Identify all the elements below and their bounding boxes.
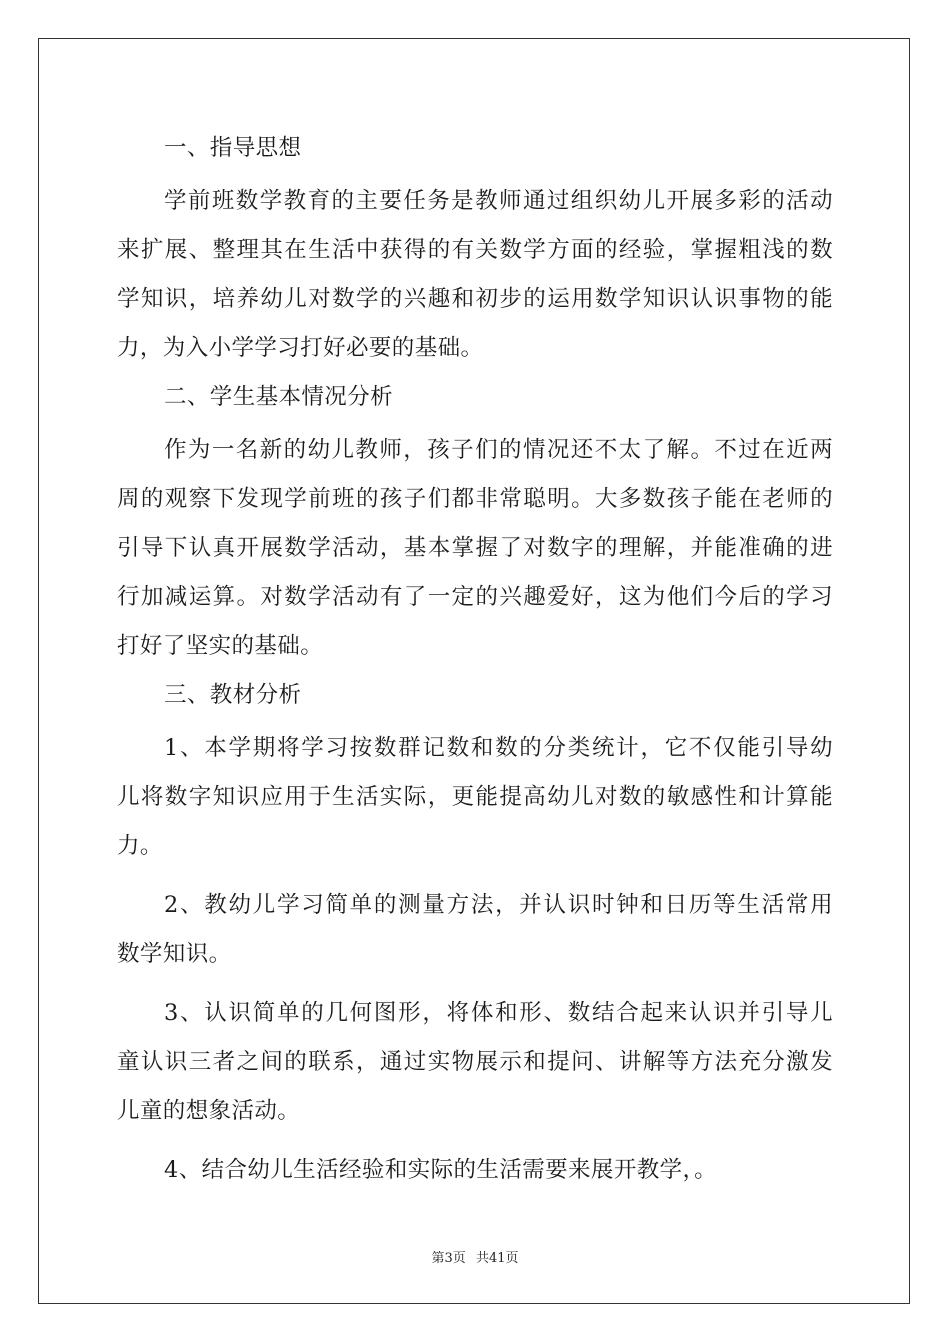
section-heading: 一、指导思想 bbox=[164, 135, 302, 161]
paragraph bbox=[117, 881, 833, 979]
paragraph-line: 4、结合幼儿生活经验和实际的生活需要来展开教学，。 bbox=[164, 1157, 718, 1183]
paragraph-line: 数学知识。 bbox=[117, 941, 232, 967]
paragraph bbox=[117, 724, 833, 871]
paragraph-line: 来扩展、整理其在生活中获得的有关数学方面的经验，掌握粗浅的数 bbox=[117, 237, 833, 263]
paragraph-line: 力，为入小学学习打好必要的基础。 bbox=[117, 335, 484, 361]
section-heading: 三、教材分析 bbox=[164, 682, 302, 708]
paragraph-line: 儿童的想象活动。 bbox=[117, 1098, 301, 1124]
section-heading: 二、学生基本情况分析 bbox=[164, 384, 394, 410]
paragraph-line: 童认识三者之间的联系，通过实物展示和提问、讲解等方法充分激发 bbox=[117, 1049, 833, 1075]
document-body bbox=[117, 124, 833, 1195]
paragraph-line: 行加减运算。对数学活动有了一定的兴趣爱好，这为他们今后的学习 bbox=[117, 584, 833, 610]
paragraph-line: 作为一名新的幼儿教师，孩子们的情况还不太了解。不过在近两 bbox=[164, 437, 833, 463]
paragraph-line: 1、本学期将学习按数群记数和数的分类统计，它不仅能引导幼 bbox=[164, 735, 833, 761]
paragraph bbox=[117, 426, 833, 671]
page-number: 第3页 bbox=[431, 1251, 466, 1266]
paragraph-line: 学前班数学教育的主要任务是教师通过组织幼儿开展多彩的活动 bbox=[164, 188, 833, 214]
paragraph-line: 儿将数字知识应用于生活实际，更能提高幼儿对数的敏感性和计算能 bbox=[117, 784, 833, 810]
paragraph-line: 打好了坚实的基础。 bbox=[117, 633, 324, 659]
paragraph bbox=[117, 177, 833, 373]
paragraph-line: 力。 bbox=[117, 833, 163, 859]
paragraph-line: 引导下认真开展数学活动，基本掌握了对数字的理解，并能准确的进 bbox=[117, 535, 833, 561]
paragraph-line: 3、认识简单的几何图形，将体和形、数结合起来认识并引导儿 bbox=[164, 1000, 833, 1026]
paragraph bbox=[117, 1146, 833, 1195]
paragraph-line: 学知识，培养幼儿对数学的兴趣和初步的运用数学知识认识事物的能 bbox=[117, 286, 833, 312]
paragraph-line: 周的观察下发现学前班的孩子们都非常聪明。大多数孩子能在老师的 bbox=[117, 486, 833, 512]
page-footer bbox=[0, 1247, 950, 1266]
paragraph-line: 2、教幼儿学习简单的测量方法，并认识时钟和日历等生活常用 bbox=[164, 892, 833, 918]
paragraph bbox=[117, 989, 833, 1136]
page-total: 共41页 bbox=[475, 1251, 519, 1266]
